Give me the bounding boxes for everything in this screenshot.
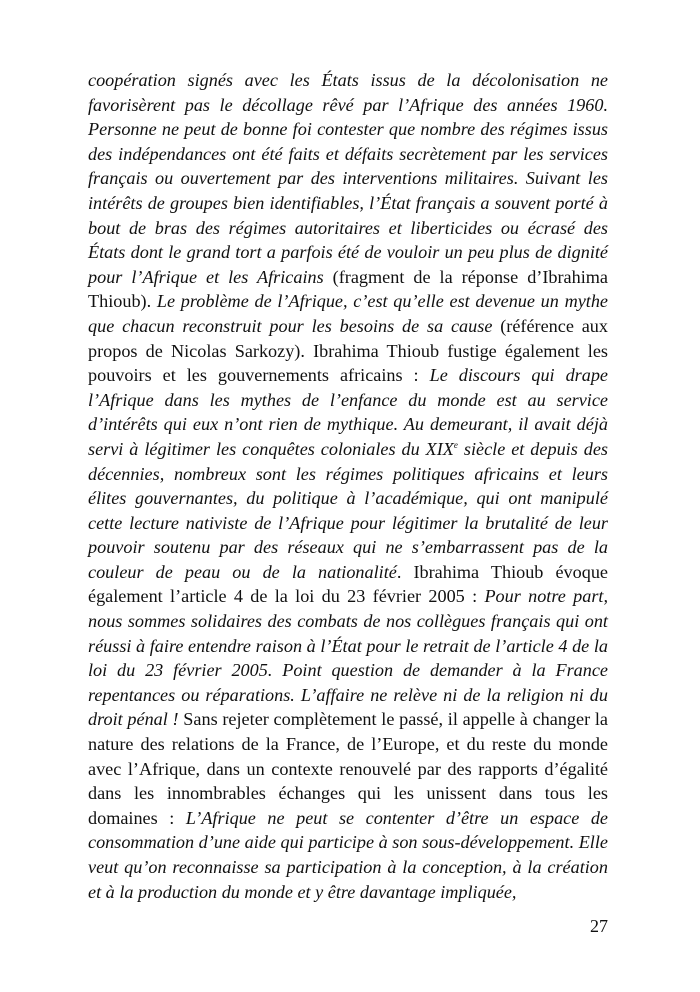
body-text	[88, 68, 608, 904]
roman-text: Sans rejeter complètement le passé, il appelle à changer la nature des relations de la France, de l’Europe, et du reste du monde avec l’Afrique, dans un contexte renouvelé par des rapports d’égalité dans les innombrables échanges qui les unissent dans tous les domaines :	[88, 709, 608, 828]
paragraph	[88, 68, 608, 904]
italic-quote: Le problème de l’Afrique, c’est qu’elle est devenue un mythe que chacun reconstruit pour les besoins de sa cause	[88, 291, 608, 336]
italic-quote: coopération signés avec les États issus de la décolonisation ne favorisèrent pas le décollage rêvé par l’Afrique des années 1960. Personne ne peut de bonne foi contester que nombre des régimes issus des indépendances ont été faits et défaits secrètement par les services français ou ouvertement par des interventions militaires. Suivant les intérêts de groupes bien identifiables, l’État français a souvent porté à bout de bras des régimes autoritaires et liberticides ou écrasé des États dont le grand tort a parfois été de vouloir un peu plus de dignité pour l’Afrique et les Africains	[88, 70, 608, 287]
roman-text: (fragment de la réponse d’Ibrahima Thioub).	[88, 266, 608, 312]
roman-text: (référence aux propos de Nicolas Sarkozy). Ibrahima Thioub fustige également les pouvoirs et les gouvernements africains :	[88, 315, 608, 386]
century-superscript: e	[453, 439, 458, 450]
roman-text: . Ibrahima Thioub évoque également l’article 4 de la loi du 23 février 2005 :	[88, 561, 608, 607]
page-number: 27	[590, 916, 608, 936]
italic-quote: Pour notre part, nous sommes solidaires des combats de nos collègues français qui ont réussi à faire entendre raison à l’État pour le retrait de l’article 4 de la loi du 23 février 2005. Point question de demander à la France repentances ou réparations. L’affaire ne relève ni de la religion ni du droit pénal !	[88, 586, 608, 730]
italic-quote: Le discours qui drape l’Afrique dans les mythes de l’enfance du monde est au service d’intérêts qui eux n’ont rien de mythique. Au demeurant, il avait déjà servi à légitimer les conquêtes coloniales du XIX	[88, 365, 609, 459]
italic-quote: L’Afrique ne peut se contenter d’être un espace de consommation d’une aide qui participe à son sous-développement. Elle veut qu’on reconnaisse sa participation à la conception, à la création et à la production du monde et y être davantage impliquée,	[88, 807, 609, 902]
italic-quote: siècle et depuis des décennies, nombreux sont les régimes politiques africains et leurs élites gouvernantes, du politique à l’académique, qui ont manipulé cette lecture nativiste de l’Afrique pour légitimer la brutalité de leur pouvoir soutenu par des réseaux qui ne s’embarrassent pas de la couleur de peau ou de la nationalité	[88, 438, 608, 582]
